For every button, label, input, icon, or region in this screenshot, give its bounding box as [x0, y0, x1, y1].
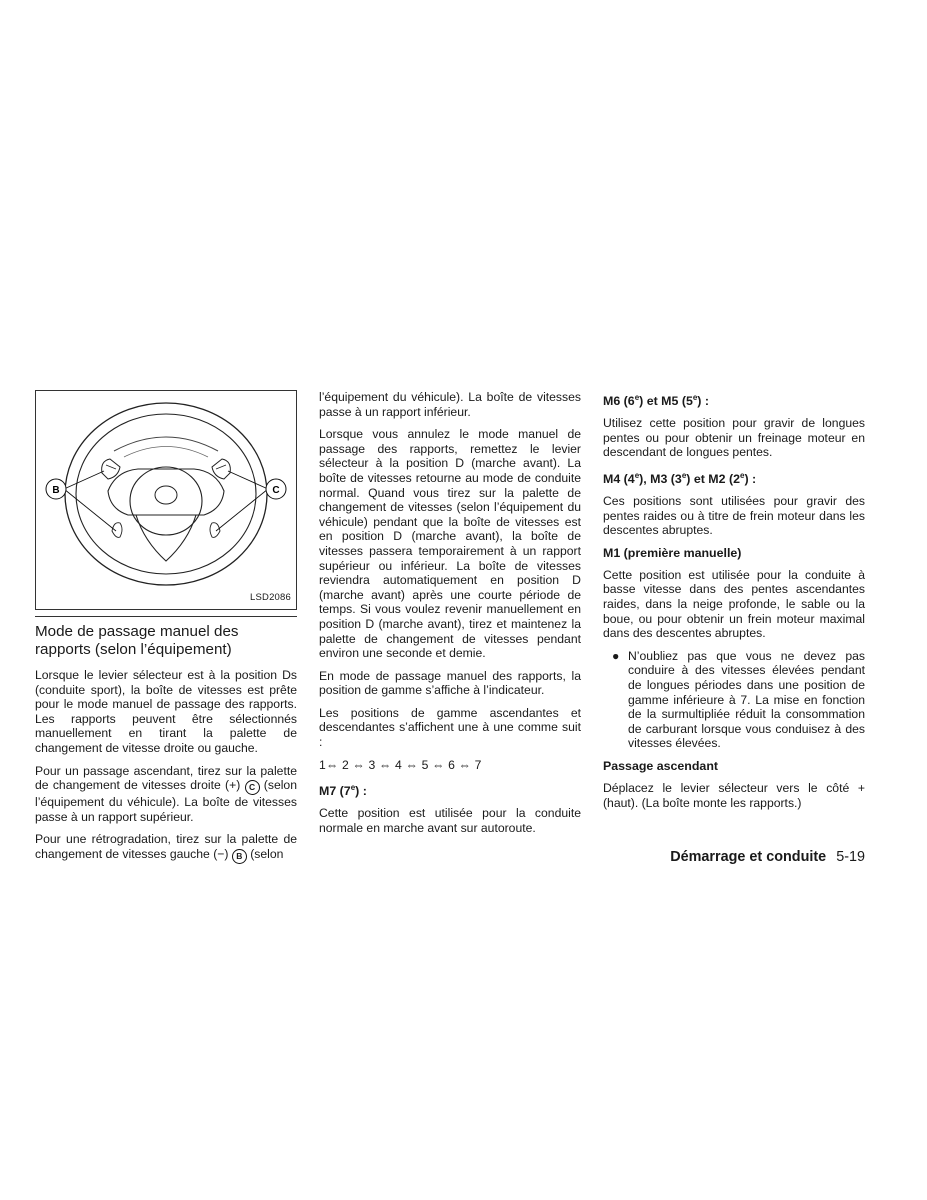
- text-run: Pour un passage ascendant, tirez sur la palette de changement de vitesses droite (+): [35, 763, 297, 793]
- paragraph: [35, 832, 297, 864]
- m7-heading: M7 (7e) :: [319, 783, 367, 799]
- text-run: (selon l’équipement du véhicule). La boîte de vitesses passe à un rapport supérieur.: [35, 778, 297, 824]
- passage-heading: Passage ascendant: [603, 758, 719, 773]
- bullet-icon: ●: [612, 648, 620, 663]
- m4-m3-m2-heading: M4 (4e), M3 (3e) et M2 (2e) :: [603, 470, 757, 487]
- text-run: (selon: [250, 846, 284, 861]
- m1-heading: M1 (première manuelle): [603, 545, 742, 560]
- paragraph: Lorsque le levier sélecteur est à la position Ds (conduite sport), la boîte de vitesses est prête pour le mode manuel de passage des rapports. Les rapports peuvent être sélectionnés manuellement en tirant la palette de changement de vitesse droite ou gauche.: [35, 668, 297, 755]
- text-run: Pour une rétrogradation, tirez sur la palette de changement de vitesses gauche (−): [35, 832, 297, 861]
- figure-divider: [35, 616, 297, 617]
- steering-wheel-illustration: [36, 391, 296, 609]
- marker-c-icon: C: [245, 780, 260, 795]
- paragraph: l’équipement du véhicule). La boîte de vitesses passe à un rapport inférieur.: [319, 390, 581, 419]
- paragraph: Ces positions sont utilisées pour gravir des pentes raides ou à titre de frein moteur dans les descentes abruptes.: [603, 494, 865, 538]
- callout-c: C: [272, 485, 280, 496]
- m6-m5-heading: M6 (6e) et M5 (5e) :: [603, 393, 709, 409]
- paragraph: Les positions de gamme ascendantes et descendantes s’affichent une à une comme suit :: [319, 705, 581, 750]
- paragraph: Déplacez le levier sélecteur vers le côté + (haut). (La boîte monte les rapports.): [603, 780, 865, 810]
- page-footer: [670, 849, 865, 865]
- bullet-item: [603, 649, 865, 751]
- marker-b-icon: B: [232, 849, 247, 864]
- section-heading: Mode de passage manuel des rapports (selon l’équipement): [35, 623, 239, 658]
- paragraph: En mode de passage manuel des rapports, la position de gamme s’affiche à l’indicateur.: [319, 668, 581, 698]
- paragraph: Lorsque vous annulez le mode manuel de passage des rapports, remettez le levier sélecteur à la position D (marche avant). La boîte de vitesses retourne au mode de conduite normal. Quand vous tirez sur la palette de changement de vitesses (selon l’équipement du véhicule) pendant que la boîte de vitesses est en position D (marche avant), la boîte de vitesses passera temporairement à un rapport supérieur ou inférieur. La boîte de vitesses reviendra automatiquement en position D (marche avant) après une courte période de temps. Si vous voulez revenir manuellement en position D (marche avant), tirez et maintenez la palette de changement de vitesses pendant environ une seconde et demie.: [319, 427, 581, 661]
- column-2: [319, 390, 581, 844]
- page-number: 5-19: [836, 849, 865, 865]
- gear-sequence: 1⇔ 2 ⇔ 3 ⇔ 4 ⇔ 5 ⇔ 6 ⇔ 7: [319, 757, 482, 772]
- column-1: [35, 390, 297, 872]
- figure-code: LSD2086: [249, 592, 291, 604]
- column-3: [603, 390, 865, 818]
- paragraph: Cette position est utilisée pour la conduite normale en marche avant sur autoroute.: [319, 806, 581, 835]
- callout-b: B: [52, 485, 60, 496]
- paragraph: [35, 764, 297, 825]
- footer-section: Démarrage et conduite: [670, 849, 827, 865]
- bullet-text: N’oubliez pas que vous ne devez pas conduire à des vitesses élevées pendant de longues périodes dans une position de gamme inférieure à 7. La mise en fonction de la surmultipliée réduit la consommation de carburant lorsque vous conduisez à des vitesses élevées.: [628, 648, 865, 751]
- paragraph: Utilisez cette position pour gravir de longues pentes ou pour obtenir un freinage moteur en descendant de longues pentes.: [603, 416, 865, 460]
- paragraph: Cette position est utilisée pour la conduite à basse vitesse dans des pentes ascendantes raides, dans la neige profonde, le sable ou la boue, ou pour obtenir un frein moteur maximal dans des descentes abruptes.: [603, 567, 865, 641]
- steering-wheel-figure: [35, 390, 297, 610]
